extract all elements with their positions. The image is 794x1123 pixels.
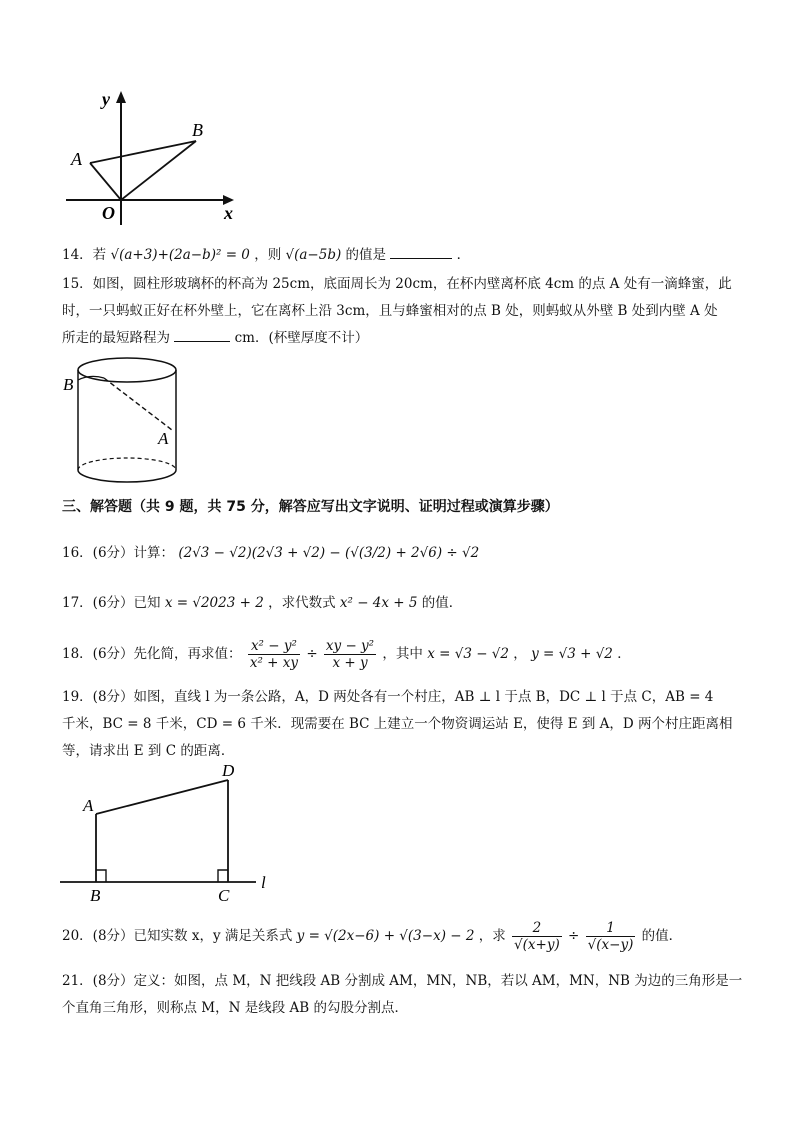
q20-fraction-2 <box>586 920 636 953</box>
q18-separator: ， <box>513 646 527 662</box>
q14-suffix: 的值是 <box>345 247 387 263</box>
q20-expression: y = √(2x−6) + √(3−x) − 2 <box>296 928 475 944</box>
label-a: A <box>158 429 169 448</box>
q17-expression: x = √2023 + 2 <box>164 595 264 611</box>
q17-middle: ，求代数式 <box>268 595 336 611</box>
ant-path-dashed <box>104 378 172 430</box>
q20-denominator-2: √(x−y) <box>587 937 634 953</box>
q19-line-2: 千米，BC = 8 千米，CD = 6 千米．现需要在 BC 上建立一个物资调运站 E，使得 E 到 A，D 两个村庄距离相 <box>62 716 733 732</box>
label-o: O <box>102 203 115 223</box>
label-b: B <box>192 120 203 140</box>
q18-prefix: 18．(6分）先化简，再求值： <box>62 646 242 662</box>
q14-answer-blank[interactable] <box>390 244 452 259</box>
segment-oa <box>90 163 121 200</box>
q17-prefix: 17．(6分）已知 <box>62 595 161 611</box>
road-figure <box>56 758 286 906</box>
q16-expression: (2√3 − √2)(2√3 + √2) − (√(3/2) + 2√6) ÷ √2 <box>178 545 480 561</box>
q14-expression-2: √(a−5b) <box>285 247 342 263</box>
cylinder-bottom-back <box>78 458 176 470</box>
q18-numerator-2: xy − y² <box>325 638 375 654</box>
question-18 <box>62 634 742 674</box>
section-3-title: 三、解答题（共 9 题，共 75 分，解答应写出文字说明、证明过程或演算步骤） <box>62 499 559 515</box>
label-x: x <box>224 203 233 223</box>
question-20 <box>62 916 742 956</box>
label-a: A <box>83 796 94 815</box>
q18-condition-1: x = √3 − √2 <box>427 646 509 662</box>
right-angle-b <box>96 870 106 882</box>
q16-prefix: 16．(6分）计算： <box>62 545 175 561</box>
q15-line-1: 15．如图，圆柱形玻璃杯的杯高为 25cm，底面周长为 20cm，在杯内壁离杯底 4cm 的点 A 处有一滴蜂蜜，此 <box>62 276 732 292</box>
q17-suffix: 的值． <box>421 595 463 611</box>
segment-ad <box>96 780 228 814</box>
label-c: C <box>218 886 230 905</box>
q20-prefix: 20．(8分）已知实数 x，y 满足关系式 <box>62 928 293 944</box>
q14-middle: ，则 <box>254 247 282 263</box>
question-16 <box>62 540 742 567</box>
q14-end: ． <box>456 247 471 263</box>
question-14 <box>62 242 742 269</box>
cylinder-top <box>78 358 176 382</box>
q20-numerator-1: 2 <box>512 920 562 937</box>
label-d: D <box>222 761 235 780</box>
q18-denominator-2: x + y <box>332 655 368 671</box>
q14-expression: √(a+3)+(2a−b)² = 0 <box>110 247 250 263</box>
label-y: y <box>102 89 110 109</box>
q19-line-1: 19．(8分）如图，直线 l 为一条公路，A，D 两处各有一个村庄，AB ⊥ l 于点 B，DC ⊥ l 于点 C，AB = 4 <box>62 689 714 705</box>
label-l: l <box>261 873 266 892</box>
q15-line-3-post: cm．(杯壁厚度不计） <box>234 330 369 346</box>
coordinate-figure <box>62 85 247 230</box>
q15-line-2: 时，一只蚂蚁正好在杯外壁上，它在离杯上沿 3cm，且与蜂蜜相对的点 B 处，则蚂蚁从外壁 B 处到内壁 A 处 <box>62 303 718 319</box>
q18-fraction-2 <box>324 638 376 671</box>
label-a: A <box>71 149 82 169</box>
question-17 <box>62 590 742 617</box>
q20-numerator-2: 1 <box>586 920 636 937</box>
question-21 <box>62 968 742 1022</box>
q21-line-2: 个直角三角形，则称点 M，N 是线段 AB 的勾股分割点． <box>62 1000 408 1016</box>
q17-expression-2: x² − 4x + 5 <box>339 595 418 611</box>
q18-condition-2: y = √3 + √2 <box>531 646 613 662</box>
q18-middle: ，其中 <box>382 646 423 662</box>
q20-operator: ÷ <box>568 928 580 944</box>
question-15 <box>62 271 742 352</box>
segment-ob <box>121 141 196 200</box>
question-19 <box>62 684 742 765</box>
q18-operator: ÷ <box>306 646 318 662</box>
q14-prefix: 14．若 <box>62 247 107 263</box>
q18-numerator-1: x² − y² <box>248 638 300 655</box>
label-b: B <box>90 886 101 905</box>
q18-end: ． <box>617 646 631 662</box>
q20-denominator-1: √(x+y) <box>514 937 560 953</box>
cylinder-bottom-front <box>78 470 176 482</box>
q18-fraction-1 <box>248 638 300 671</box>
q21-line-1: 21．(8分）定义：如图，点 M，N 把线段 AB 分割成 AM，MN，NB，若以 AM，MN，NB 为边的三角形是一 <box>62 973 743 989</box>
q15-line-3-pre: 所走的最短路程为 <box>62 330 170 346</box>
q20-suffix: 的值． <box>641 928 683 944</box>
cylinder-figure <box>60 352 190 492</box>
right-angle-c <box>218 870 228 882</box>
q15-answer-blank[interactable] <box>174 327 230 342</box>
q18-denominator-1: x² + xy <box>249 655 299 671</box>
y-axis-arrow <box>116 91 126 103</box>
segment-ab <box>90 141 196 163</box>
q19-line-3: 等，请求出 E 到 C 的距离． <box>62 743 235 759</box>
q20-fraction-1 <box>512 920 562 953</box>
label-b: B <box>63 375 74 394</box>
q20-middle: ，求 <box>478 928 506 944</box>
